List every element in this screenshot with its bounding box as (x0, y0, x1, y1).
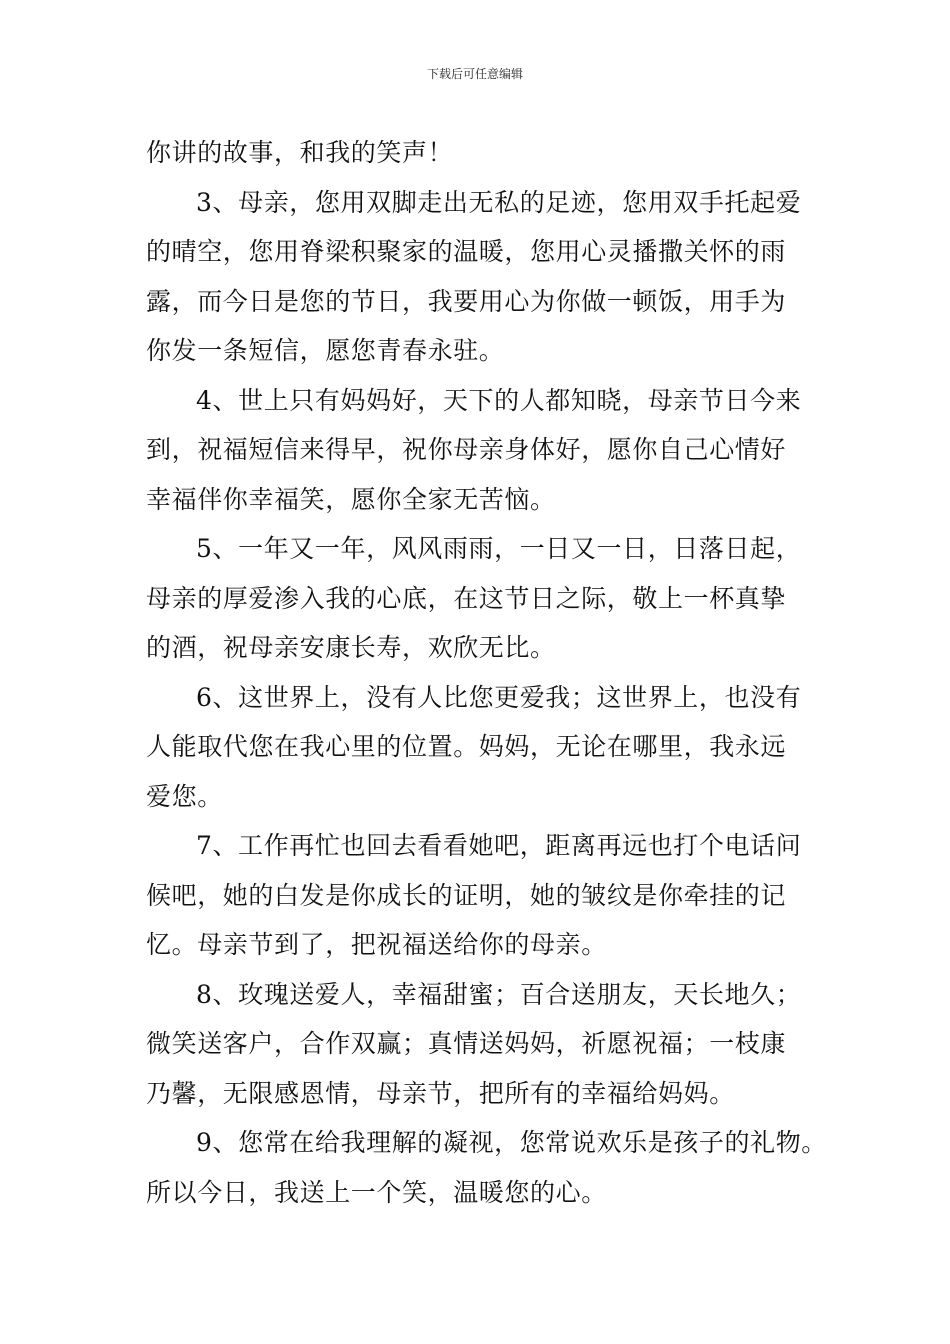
paragraph-start-5: 5、一年又一年，风风雨雨，一日又一日，日落日起， (196, 534, 802, 563)
paragraph-start-7: 7、工作再忙也回去看看她吧，距离再远也打个电话问 (196, 831, 802, 860)
text-line: 的酒，祝母亲安康长寿，欢欣无比。 (146, 633, 556, 662)
paragraph-start-8: 8、玫瑰送爱人，幸福甜蜜；百合送朋友，天长地久； (196, 979, 802, 1009)
paragraph-start-9: 9、您常在给我理解的凝视，您常说欢乐是孩子的礼物。 (196, 1128, 827, 1157)
text-line: 幸福伴你幸福笑，愿你全家无苦恼。 (146, 484, 556, 514)
text-line: 忆。母亲节到了，把祝福送给你的母亲。 (146, 930, 607, 959)
text-line: 人能取代您在我心里的位置。妈妈，无论在哪里，我永远 (146, 732, 787, 761)
document-body (146, 128, 827, 1217)
text-line: 你讲的故事，和我的笑声！ (146, 138, 454, 167)
text-line: 你发一条短信，愿您青春永驻。 (146, 336, 505, 365)
text-line: 露，而今日是您的节日，我要用心为你做一顿饭，用手为 (146, 286, 787, 316)
paragraph-start-6: 6、这世界上，没有人比您更爱我；这世界上，也没有 (196, 682, 802, 712)
paragraph-start-3: 3、母亲，您用双脚走出无私的足迹，您用双手托起爱 (196, 187, 802, 217)
text-line: 到，祝福短信来得早，祝你母亲身体好，愿你自己心情好 (146, 435, 787, 464)
text-line: 微笑送客户，合作双赢；真情送妈妈，祈愿祝福；一枝康 (146, 1029, 787, 1058)
text-line: 母亲的厚爱渗入我的心底，在这节日之际，敬上一杯真挚 (146, 583, 787, 613)
text-line: 乃馨，无限感恩情，母亲节，把所有的幸福给妈妈。 (146, 1078, 735, 1108)
text-line: 爱您。 (146, 781, 223, 811)
page-header: 下载后可任意编辑 (426, 67, 523, 81)
text-line: 候吧，她的白发是你成长的证明，她的皱纹是你牵挂的记 (146, 880, 787, 910)
text-line: 所以今日，我送上一个笑，温暖您的心。 (146, 1177, 607, 1207)
paragraph-start-4: 4、世上只有妈妈好，天下的人都知晓，母亲节日今来 (196, 385, 802, 415)
text-line: 的晴空，您用脊梁积聚家的温暖，您用心灵播撒关怀的雨 (146, 237, 787, 266)
